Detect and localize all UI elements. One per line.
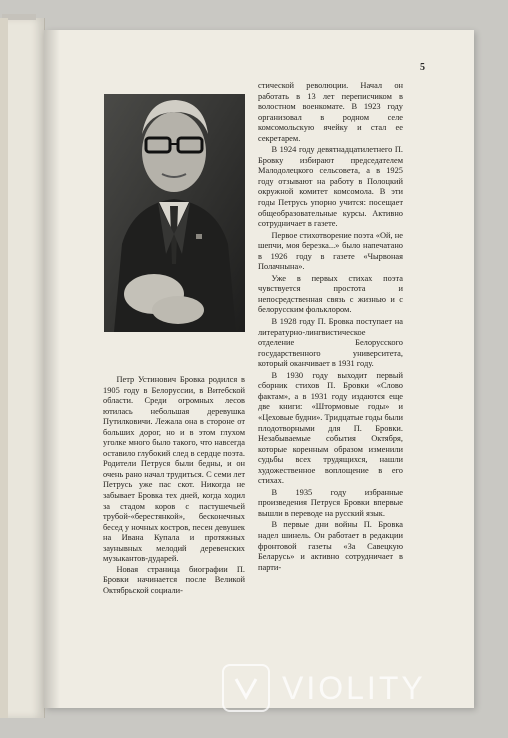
paragraph: Уже в первых стихах поэта чувствуется простота и непосредственная связь с жизнью и с белорусским фольклором. bbox=[258, 273, 403, 315]
paragraph: Петр Устинович Бровка родился в 1905 году в Белоруссии, в Витебской области. Среди огромных лесов ютилась небольшая деревушка Путилковичи. Лежала она в стороне от больших дорог, но и в этом глухом уголке много было такого, что навсегда оставило глубокий след в сердце поэта. Родители Петруся были бедны, и он очень рано начал трудиться. С семи лет Петрусь уже пас скот. Никогда не забывает Бровка тех дней, когда ходил за стадом коров с пастушечьей трубой-«берестянкой», бесконечных бесед у ночных костров, песен девушек на Ивана Купала и протяжных заунывных мелодий деревенских музыкантов-дударей. bbox=[103, 375, 245, 564]
paragraph: стической революции. Начал он работать в 13 лет переписчиком в волостном военкомате. В 1923 году организовал в родном селе комсомольскую ячейку и стал ее секретарем. bbox=[258, 81, 403, 143]
paragraph: В 1935 году избранные произведения Петруся Бровки впервые вышли в переводе на русский язык. bbox=[258, 487, 403, 518]
paragraph: Первое стихотворение поэта «Ой, не шепчи, моя березка...» было напечатано в 1926 году в газете «Чырвоная Полачнына». bbox=[258, 230, 403, 272]
portrait-photo bbox=[104, 94, 245, 332]
right-text-column bbox=[258, 81, 403, 573]
paragraph: Новая страница биографии П. Бровки начинается после Великой Октябрьской социали- bbox=[103, 564, 245, 595]
watermark-text: VIOLITY bbox=[282, 670, 426, 706]
page-number: 5 bbox=[420, 62, 425, 73]
violity-logo-icon bbox=[222, 664, 270, 712]
paragraph: В первые дни войны П. Бровка надел шинель. Он работает в редакции фронтовой газеты «За Савецкую Беларусь» и активно сотрудничает в парти- bbox=[258, 520, 403, 572]
left-text-column bbox=[103, 375, 245, 596]
paragraph: В 1930 году выходит первый сборник стихов П. Бровки «Слово фактам», а в 1931 году издаются еще две книги: «Штормовые годы» и «Цеховые будни». Тридцатые годы были плодотворными для П. Бровки. Незабываемые события Октября, которые коренным образом изменили судьбы всех трудящихся, нашли художественное воплощение в его стихах. bbox=[258, 370, 404, 486]
portrait-illustration bbox=[104, 94, 245, 332]
book-edge bbox=[0, 18, 8, 718]
page-gutter-shadow bbox=[44, 30, 60, 708]
paragraph: В 1928 году П. Бровка поступает на литературно-лингвистическое отделение Белорусского государственного университета, который оканчивает в 1931 году. bbox=[258, 317, 403, 369]
watermark bbox=[222, 664, 500, 722]
paragraph: В 1924 году девятнадцатилетнего П. Бровку избирают председателем Малодолецкого сельсовета, а в 1925 году отзывают на работу в Полоцкий окружной комитет комсомола. В эти годы Петрусь упорно учится: посещает общеобразовательные курсы. Активно сотрудничает в газете. bbox=[258, 145, 403, 229]
